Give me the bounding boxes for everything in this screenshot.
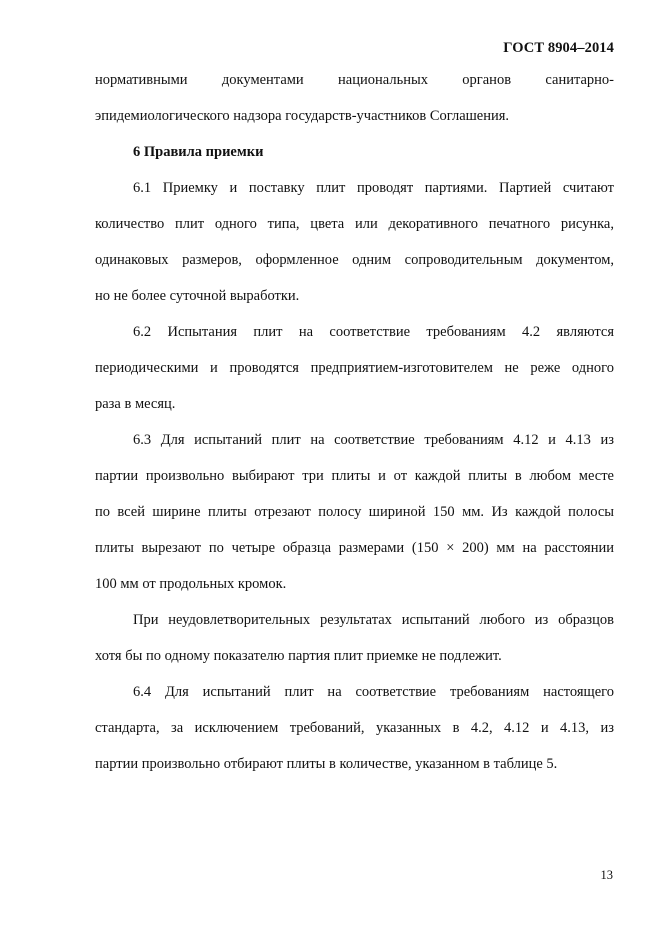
text-line: но не более суточной выработки.: [95, 288, 300, 304]
text-line: количество плит одного типа, цвета или декоративного печатного рисунка,: [95, 216, 614, 232]
text-line: 6.1 Приемку и поставку плит проводят партиями. Партией считают: [133, 180, 614, 196]
document-body: [95, 62, 614, 782]
section-heading: 6 Правила приемки: [133, 144, 264, 160]
text-line: 6.4 Для испытаний плит на соответствие требованиям настоящего: [133, 684, 614, 700]
page-number: 13: [600, 868, 613, 882]
text-line: по всей ширине плиты отрезают полосу шириной 150 мм. Из каждой полосы: [95, 504, 614, 520]
text-line: 100 мм от продольных кромок.: [95, 576, 287, 592]
text-line: 6.3 Для испытаний плит на соответствие требованиям 4.12 и 4.13 из: [133, 432, 614, 448]
text-line: эпидемиологического надзора государств-участников Соглашения.: [95, 108, 510, 124]
text-line: одинаковых размеров, оформленное одним сопроводительным документом,: [95, 252, 614, 268]
standard-code-header: ГОСТ 8904–2014: [503, 40, 614, 56]
text-line: нормативными документами национальных органов санитарно-: [95, 72, 614, 88]
text-line: 6.2 Испытания плит на соответствие требованиям 4.2 являются: [133, 324, 614, 340]
text-line: плиты вырезают по четыре образца размерами (150 × 200) мм на расстоянии: [95, 540, 614, 556]
text-line: партии произвольно отбирают плиты в количестве, указанном в таблице 5.: [95, 756, 558, 772]
text-line: раза в месяц.: [95, 396, 176, 412]
text-line: стандарта, за исключением требований, указанных в 4.2, 4.12 и 4.13, из: [95, 720, 614, 736]
text-line: хотя бы по одному показателю партия плит приемке не подлежит.: [95, 648, 502, 664]
text-line: При неудовлетворительных результатах испытаний любого из образцов: [133, 612, 614, 628]
text-line: партии произвольно выбирают три плиты и от каждой плиты в любом месте: [95, 468, 614, 484]
text-line: периодическими и проводятся предприятием-изготовителем не реже одного: [95, 360, 614, 376]
